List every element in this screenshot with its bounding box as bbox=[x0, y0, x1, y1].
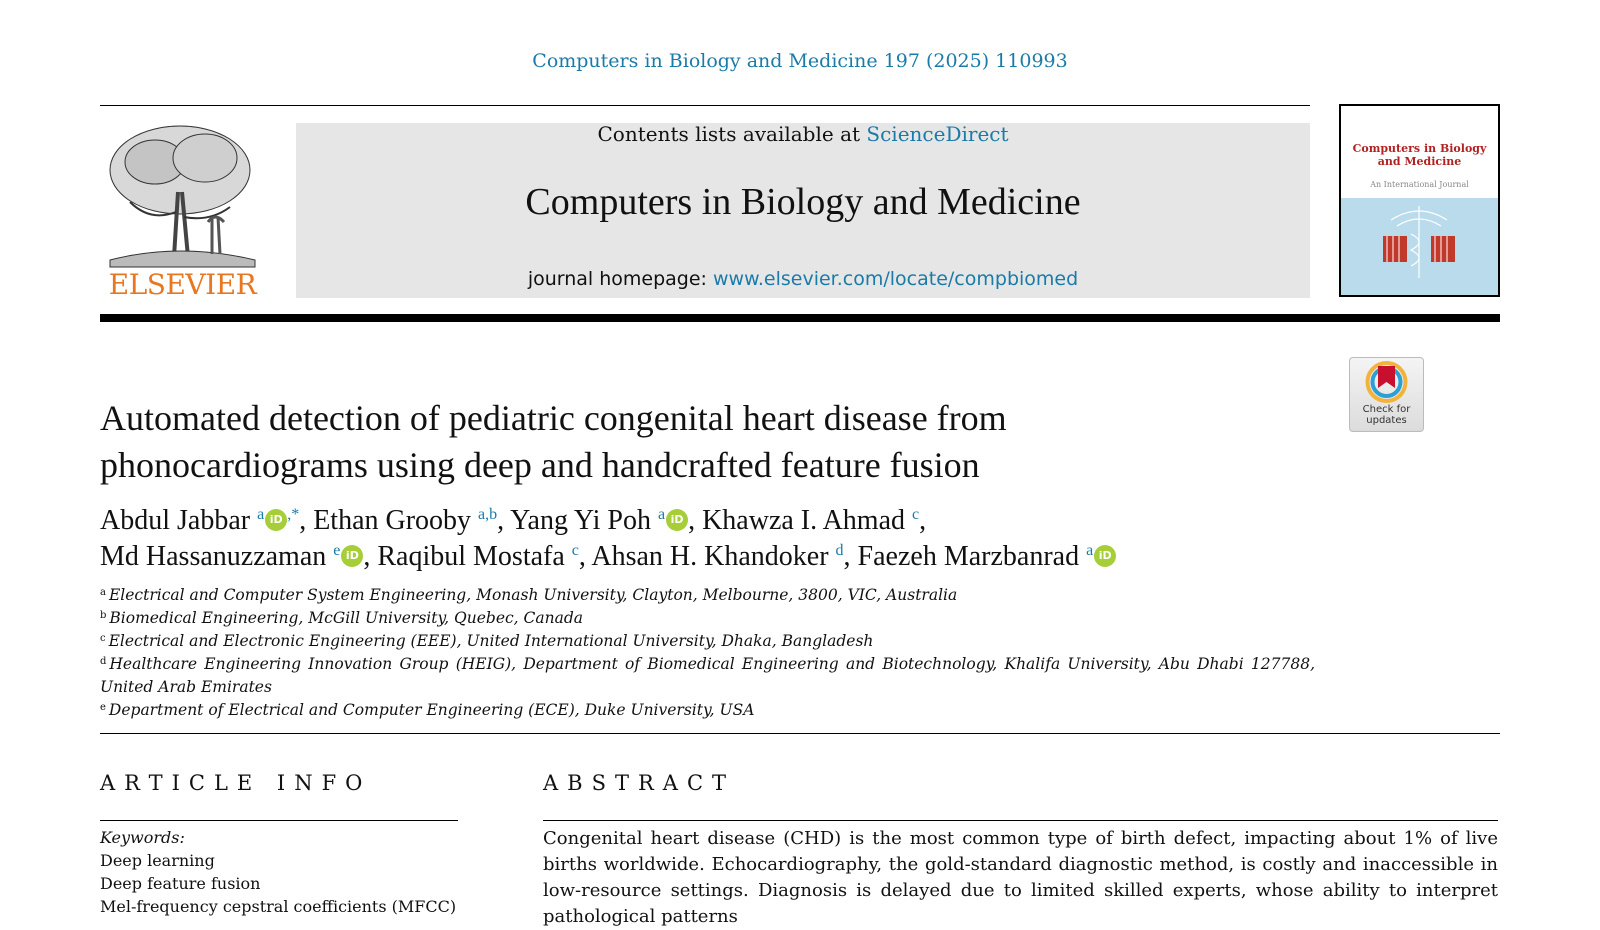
abstract-rule bbox=[543, 820, 1498, 821]
author-name[interactable]: Faezeh Marzbanrad bbox=[857, 541, 1080, 572]
author-name[interactable]: Ahsan H. Khandoker bbox=[591, 541, 829, 572]
author-name[interactable]: Abdul Jabbar bbox=[100, 505, 251, 536]
publisher-wordmark: ELSEVIER bbox=[108, 268, 257, 301]
affiliation-key: b bbox=[100, 610, 107, 621]
journal-citation[interactable]: Computers in Biology and Medicine 197 (2025) 110993 bbox=[532, 50, 1068, 72]
keyword-item: Mel-frequency cepstral coefficients (MFCC) bbox=[100, 897, 457, 916]
affiliations bbox=[100, 584, 1315, 722]
author-affil-sup[interactable]: e bbox=[333, 542, 341, 559]
article-title-line-2: phonocardiograms using deep and handcrafted feature fusion bbox=[100, 445, 980, 485]
keyword-item: Deep learning bbox=[100, 851, 215, 870]
top-rule bbox=[100, 105, 1310, 106]
keywords-block bbox=[100, 826, 460, 918]
article-title-line-1: Automated detection of pediatric congenital heart disease from bbox=[100, 398, 1007, 438]
abstract-text: Congenital heart disease (CHD) is the most common type of birth defect, impacting about 1% of live births worldwide. Echocardiography, the gold-standard diagnostic method, is costly and inaccessible in low-resource settings. Diagnosis is delayed due to limited skilled experts, whose ability to interpret pathological patterns bbox=[543, 828, 1498, 927]
crossmark-label: Check for updates bbox=[1362, 404, 1411, 426]
homepage-link[interactable]: www.elsevier.com/locate/compbiomed bbox=[713, 268, 1079, 290]
check-for-updates-badge[interactable] bbox=[1349, 357, 1424, 432]
crossmark-icon bbox=[1350, 358, 1423, 404]
contents-prefix: Contents lists available at bbox=[597, 122, 867, 146]
cover-title: Computers in Biology and Medicine bbox=[1352, 142, 1487, 168]
orcid-icon[interactable]: iD bbox=[666, 509, 688, 531]
author-name[interactable]: Yang Yi Poh bbox=[510, 505, 651, 536]
affiliation-item bbox=[100, 607, 1315, 630]
author-name[interactable]: Md Hassanuzzaman bbox=[100, 541, 327, 572]
author-affil-sup[interactable]: c bbox=[571, 542, 579, 559]
author-name[interactable]: Raqibul Mostafa bbox=[377, 541, 565, 572]
header-thick-rule bbox=[100, 314, 1500, 322]
sciencedirect-link[interactable]: ScienceDirect bbox=[866, 122, 1009, 146]
cover-illustration bbox=[1341, 198, 1498, 295]
affiliation-text: Department of Electrical and Computer Engineering (ECE), Duke University, USA bbox=[108, 701, 755, 719]
contents-line bbox=[296, 122, 1310, 146]
author-affil-sup[interactable]: a bbox=[257, 506, 265, 523]
affiliation-text: Electrical and Computer System Engineering, Monash University, Clayton, Melbourne, 3800, VIC, Australia bbox=[108, 586, 958, 604]
orcid-icon[interactable]: iD bbox=[1094, 545, 1116, 567]
affiliation-key: d bbox=[100, 656, 107, 667]
keyword-item: Deep feature fusion bbox=[100, 874, 261, 893]
author-name[interactable]: Ethan Grooby bbox=[313, 505, 472, 536]
affiliation-text: Healthcare Engineering Innovation Group (HEIG), Department of Biomedical Engineering and Biotechnology, Khalifa University, Abu Dhabi 127788, United Arab Emirates bbox=[100, 655, 1315, 696]
abstract-heading: ABSTRACT bbox=[543, 771, 736, 795]
article-title bbox=[100, 395, 1300, 489]
affiliation-item bbox=[100, 630, 1315, 653]
author-affil-sup[interactable]: c bbox=[912, 506, 920, 523]
article-info-rule bbox=[100, 820, 458, 821]
caduceus-icon bbox=[1341, 198, 1498, 295]
affiliation-key: a bbox=[100, 587, 106, 598]
keywords-label: Keywords: bbox=[100, 828, 185, 847]
affiliation-key: c bbox=[100, 633, 106, 644]
homepage-prefix: journal homepage: bbox=[527, 268, 713, 290]
article-info-heading: ARTICLE INFO bbox=[100, 771, 372, 795]
affiliation-item bbox=[100, 584, 1315, 607]
author-name[interactable]: Khawza I. Ahmad bbox=[702, 505, 906, 536]
cover-subtitle: An International Journal bbox=[1370, 180, 1469, 189]
affiliation-text: Electrical and Electronic Engineering (EEE), United International University, Dhaka, Bangladesh bbox=[108, 632, 874, 650]
author-list: Abdul Jabbar $^a$ iD ,*, Ethan Grooby $^{a,b}$, Yang Yi Poh $^a$ iD , Khawza I. Ahmad $^c$, Md Hassanuzzaman $^e$ iD , Raqibul Mostafa $^c$, Ahsan H. Khandoker $^d$, Faezeh Marzbanrad $^a$ iD bbox=[100, 503, 1350, 575]
affiliation-text: Biomedical Engineering, McGill University, Quebec, Canada bbox=[109, 609, 584, 627]
author-affil-sup[interactable]: a bbox=[1086, 542, 1094, 559]
section-divider bbox=[100, 733, 1500, 734]
author-affil-sup[interactable]: a bbox=[657, 506, 666, 523]
orcid-icon[interactable]: iD bbox=[265, 509, 287, 531]
journal-cover-thumbnail[interactable] bbox=[1339, 104, 1500, 297]
journal-title: Computers in Biology and Medicine bbox=[525, 181, 1081, 223]
author-affil-sup[interactable]: a,b bbox=[478, 506, 498, 523]
corresponding-author-mark[interactable]: ,* bbox=[287, 506, 300, 523]
orcid-icon[interactable]: iD bbox=[341, 545, 363, 567]
affiliation-item bbox=[100, 653, 1315, 699]
homepage-line bbox=[296, 268, 1310, 290]
author-affil-sup[interactable]: d bbox=[835, 542, 844, 559]
affiliation-item bbox=[100, 699, 1315, 722]
affiliation-key: e bbox=[100, 702, 106, 713]
